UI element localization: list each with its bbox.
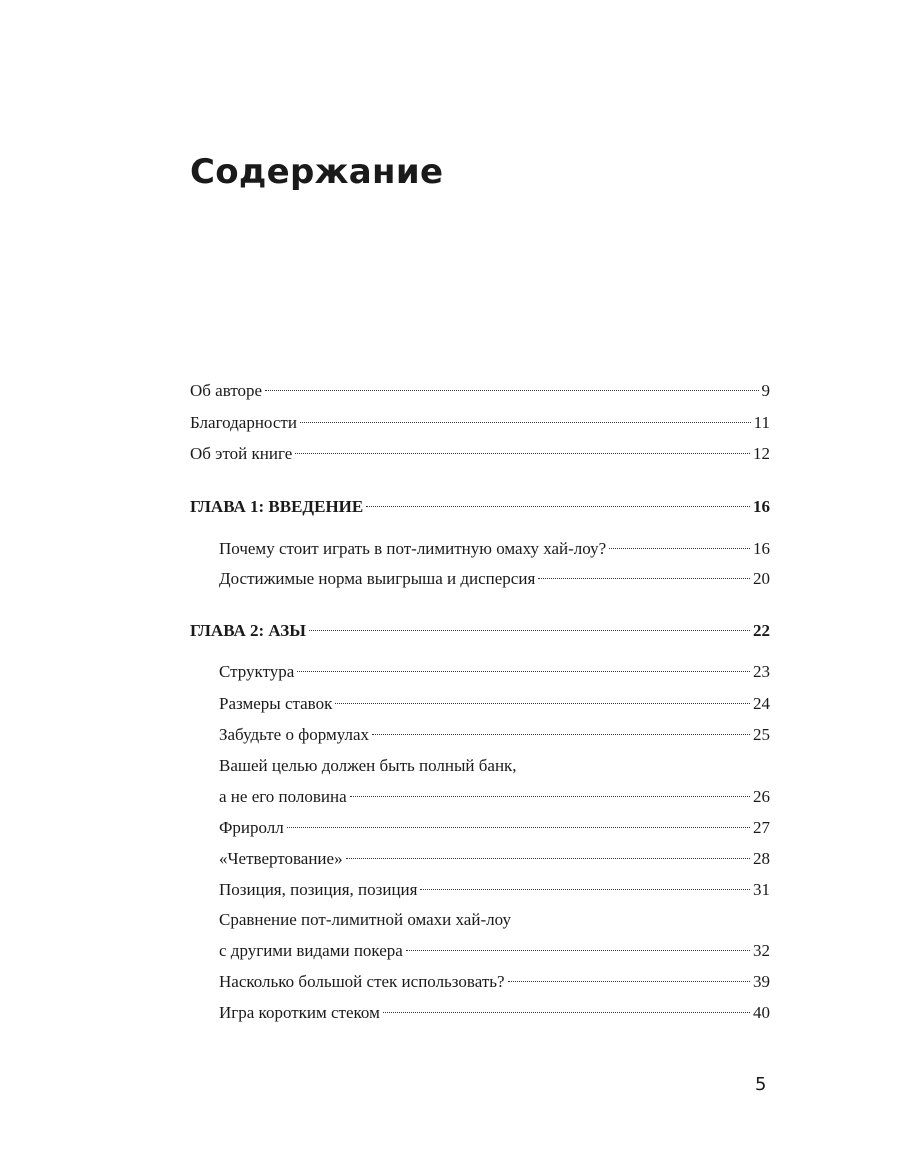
- toc-chapter-page: 22: [753, 621, 770, 640]
- toc-chapter-page: 16: [753, 497, 770, 516]
- dot-leader: [350, 796, 750, 797]
- toc-section-page: 32: [753, 941, 770, 960]
- toc-chapter-label: ГЛАВА 2: АЗЫ: [190, 621, 306, 640]
- toc-section[interactable]: [219, 939, 770, 963]
- toc-entry-page: 12: [753, 444, 770, 463]
- toc-entry-about-book[interactable]: [190, 442, 770, 466]
- toc-section-page: 16: [753, 539, 770, 558]
- toc-section-page: 25: [753, 725, 770, 744]
- toc-section-label: Достижимые норма выигрыша и дисперсия: [219, 569, 536, 588]
- dot-leader: [609, 548, 750, 549]
- toc-section-label-line1[interactable]: Вашей целью должен быть полный банк,: [219, 756, 517, 775]
- toc-section-page: 26: [753, 787, 770, 806]
- toc-section-label: Структура: [219, 662, 295, 681]
- toc-section-page: 40: [753, 1003, 770, 1022]
- toc-entry-page: 9: [761, 381, 770, 400]
- toc-chapter-label: ГЛАВА 1: ВВЕДЕНИЕ: [190, 497, 364, 516]
- toc-section-page: 31: [753, 880, 770, 899]
- toc-section[interactable]: [219, 970, 770, 994]
- toc-section-label: с другими видами покера: [219, 941, 403, 960]
- dot-leader: [366, 506, 750, 507]
- toc-section-label-line1[interactable]: Сравнение пот-лимитной омахи хай-лоу: [219, 910, 511, 929]
- dot-leader: [300, 422, 751, 423]
- toc-section-page: 23: [753, 662, 770, 681]
- toc-section-label: Фриролл: [219, 818, 284, 837]
- toc-chapter-2[interactable]: [190, 619, 770, 643]
- toc-section-label: Забудьте о формулах: [219, 725, 370, 744]
- toc-section[interactable]: [219, 785, 770, 809]
- toc-section-page: 39: [753, 972, 770, 991]
- dot-leader: [508, 981, 750, 982]
- toc-section[interactable]: [219, 847, 770, 871]
- toc-chapter-1[interactable]: [190, 495, 770, 519]
- toc-section[interactable]: [219, 692, 770, 716]
- dot-leader: [295, 453, 750, 454]
- toc-section-label: Насколько большой стек использовать?: [219, 972, 505, 991]
- toc-section-page: 24: [753, 694, 770, 713]
- toc-section-page: 28: [753, 849, 770, 868]
- toc-section[interactable]: [219, 660, 770, 684]
- toc-section[interactable]: [219, 567, 770, 591]
- toc-entry-page: 11: [753, 413, 770, 432]
- toc-section-label: Позиция, позиция, позиция: [219, 880, 418, 899]
- dot-leader: [287, 827, 750, 828]
- toc-entry-about-author[interactable]: [190, 379, 770, 403]
- dot-leader: [335, 703, 750, 704]
- toc-section-label: а не его половина: [219, 787, 347, 806]
- dot-leader: [420, 889, 750, 890]
- toc-section[interactable]: [219, 537, 770, 561]
- dot-leader: [383, 1012, 750, 1013]
- dot-leader: [265, 390, 758, 391]
- page-number: 5: [755, 1074, 767, 1095]
- page-title: Содержание: [190, 152, 444, 192]
- toc-section-label: Размеры ставок: [219, 694, 333, 713]
- toc-section-label: Игра коротким стеком: [219, 1003, 380, 1022]
- toc-section[interactable]: [219, 816, 770, 840]
- toc-section[interactable]: [219, 878, 770, 902]
- dot-leader: [538, 578, 750, 579]
- toc-section-label: «Четвертование»: [219, 849, 343, 868]
- toc-entry-label: Благодарности: [190, 413, 297, 432]
- toc-section[interactable]: [219, 723, 770, 747]
- toc-entry-acknowledgements[interactable]: [190, 411, 770, 435]
- toc-section-page: 20: [753, 569, 770, 588]
- toc-entry-label: Об этой книге: [190, 444, 293, 463]
- dot-leader: [406, 950, 750, 951]
- toc-section[interactable]: [219, 1001, 770, 1025]
- toc-section-label: Почему стоит играть в пот-лимитную омаху хай-лоу?: [219, 539, 607, 558]
- toc-entry-label: Об авторе: [190, 381, 263, 400]
- dot-leader: [372, 734, 750, 735]
- dot-leader: [309, 630, 750, 631]
- dot-leader: [297, 671, 750, 672]
- toc-section-page: 27: [753, 818, 770, 837]
- dot-leader: [346, 858, 750, 859]
